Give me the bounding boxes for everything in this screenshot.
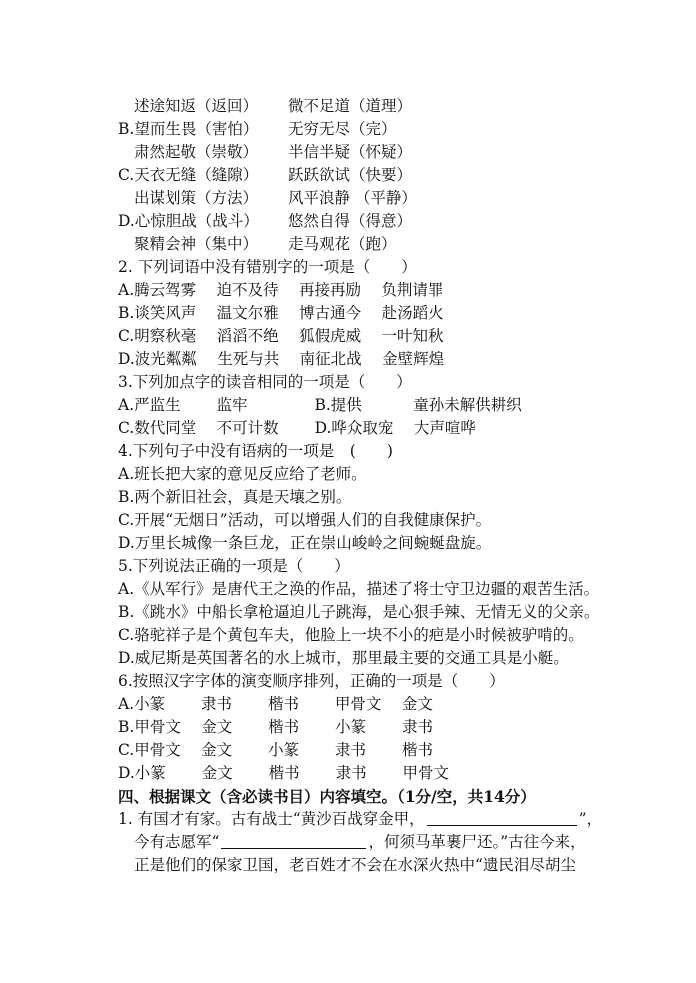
option-term-right: 走马观花（跑） (288, 235, 397, 253)
fill-text: ，何须马革裹尸还。”古往今来， (368, 833, 586, 851)
fill-question-1-line-3: 正是他们的保家卫国，老百姓才不会在水深火热中“遗民泪尽胡尘 (134, 856, 576, 874)
question-4-option-c: C.开展“无烟日”活动，可以增强人们的自我健康保护。 (118, 511, 492, 529)
option-term-left: 出谋划策（方法） (134, 189, 259, 207)
option-term-right: 风平浪静 （平静） (288, 189, 417, 207)
question-4-option-b: B.两个新旧社会，真是天壤之别。 (118, 488, 352, 506)
fill-blank-2[interactable] (221, 833, 366, 849)
option-term-left: C.天衣无缝（缝隙） (118, 166, 259, 184)
option-term-right: 微不足道（道理） (288, 97, 413, 115)
question-5-title: 5.下列说法正确的一项是（ ） (118, 557, 350, 575)
question-6-title: 6.按照汉字字体的演变顺序排列，正确的一项是（ ） (118, 672, 505, 690)
question-6-option-c: C.甲骨文 金文 小篆 隶书 楷书 (118, 741, 433, 759)
option-term-right: 悠然自得（得意） (288, 212, 413, 230)
question-3-options-cd: C.数代同堂 不可计数 D.哗众取宠 大声喧哗 (118, 419, 476, 437)
question-6-option-a: A.小篆 隶书 楷书 甲骨文 金文 (118, 695, 433, 713)
question-2-option-c: C.明察秋毫 滔滔不绝 狐假虎威 一叶知秋 (118, 327, 444, 345)
option-term-left: D.心惊胆战（战斗） (118, 212, 259, 230)
option-term-left: 述途知返（返回） (134, 97, 259, 115)
question-5-option-a: A.《从军行》是唐代王之涣的作品，描述了将士守卫边疆的艰苦生活。 (118, 580, 600, 598)
fill-question-1-line-2 (134, 831, 586, 854)
question-3-title: 3.下列加点字的读音相同的一项是（ ） (118, 373, 412, 391)
fill-text: 今有志愿军“ (134, 833, 220, 851)
question-2-option-d: D.波光粼粼 生死与共 南征北战 金壁辉煌 (118, 350, 445, 368)
option-term-left: B.望而生畏（害怕） (118, 120, 259, 138)
question-4-title: 4.下列句子中没有语病的一项是 ( ) (118, 442, 393, 460)
option-term-left: 肃然起敬（崇敬） (134, 143, 259, 161)
option-term-right: 无穷无尽（完） (288, 120, 397, 138)
fill-question-1-line-1 (118, 808, 602, 831)
question-2-option-b: B.谈笑风声 温文尔雅 博古通今 赴汤蹈火 (118, 304, 444, 322)
question-4-option-d: D.万里长城像一条巨龙，正在崇山峻岭之间蜿蜒盘旋。 (118, 534, 492, 552)
question-6-option-d: D.小篆 金文 楷书 隶书 甲骨文 (118, 764, 450, 782)
fill-blank-1[interactable] (427, 810, 577, 826)
question-2-option-a: A.腾云驾雾 迫不及待 再接再励 负荆请罪 (118, 281, 444, 299)
question-5-option-c: C.骆驼祥子是个黄包车夫，他脸上一块不小的疤是小时候被驴啃的。 (118, 626, 584, 644)
fill-text: 1. 有国才有家。古有战士“黄沙百战穿金甲， (118, 810, 425, 828)
option-term-right: 跃跃欲试（快要） (288, 166, 413, 184)
question-6-option-b: B.甲骨文 金文 楷书 小篆 隶书 (118, 718, 434, 736)
question-5-option-b: B.《跳水》中船长拿枪逼迫儿子跳海，是心狠手辣、无情无义的父亲。 (118, 603, 600, 621)
option-term-right: 半信半疑（怀疑） (288, 143, 413, 161)
option-term-left: 聚精会神（集中） (134, 235, 259, 253)
question-5-option-d: D.威尼斯是英国著名的水上城市，那里最主要的交通工具是小艇。 (118, 649, 569, 667)
question-2-title: 2. 下列词语中没有错别字的一项是（ ） (118, 258, 417, 276)
question-4-option-a: A.班长把大家的意见反应给了老师。 (118, 465, 367, 483)
fill-text: ”， (578, 810, 603, 828)
question-3-options-ab: A.严监生 监牢 B.提供 童孙未解供耕织 (118, 396, 522, 414)
section-4-heading: 四、根据课文（含必读书目）内容填空。（1分/空，共14分） (118, 787, 536, 806)
